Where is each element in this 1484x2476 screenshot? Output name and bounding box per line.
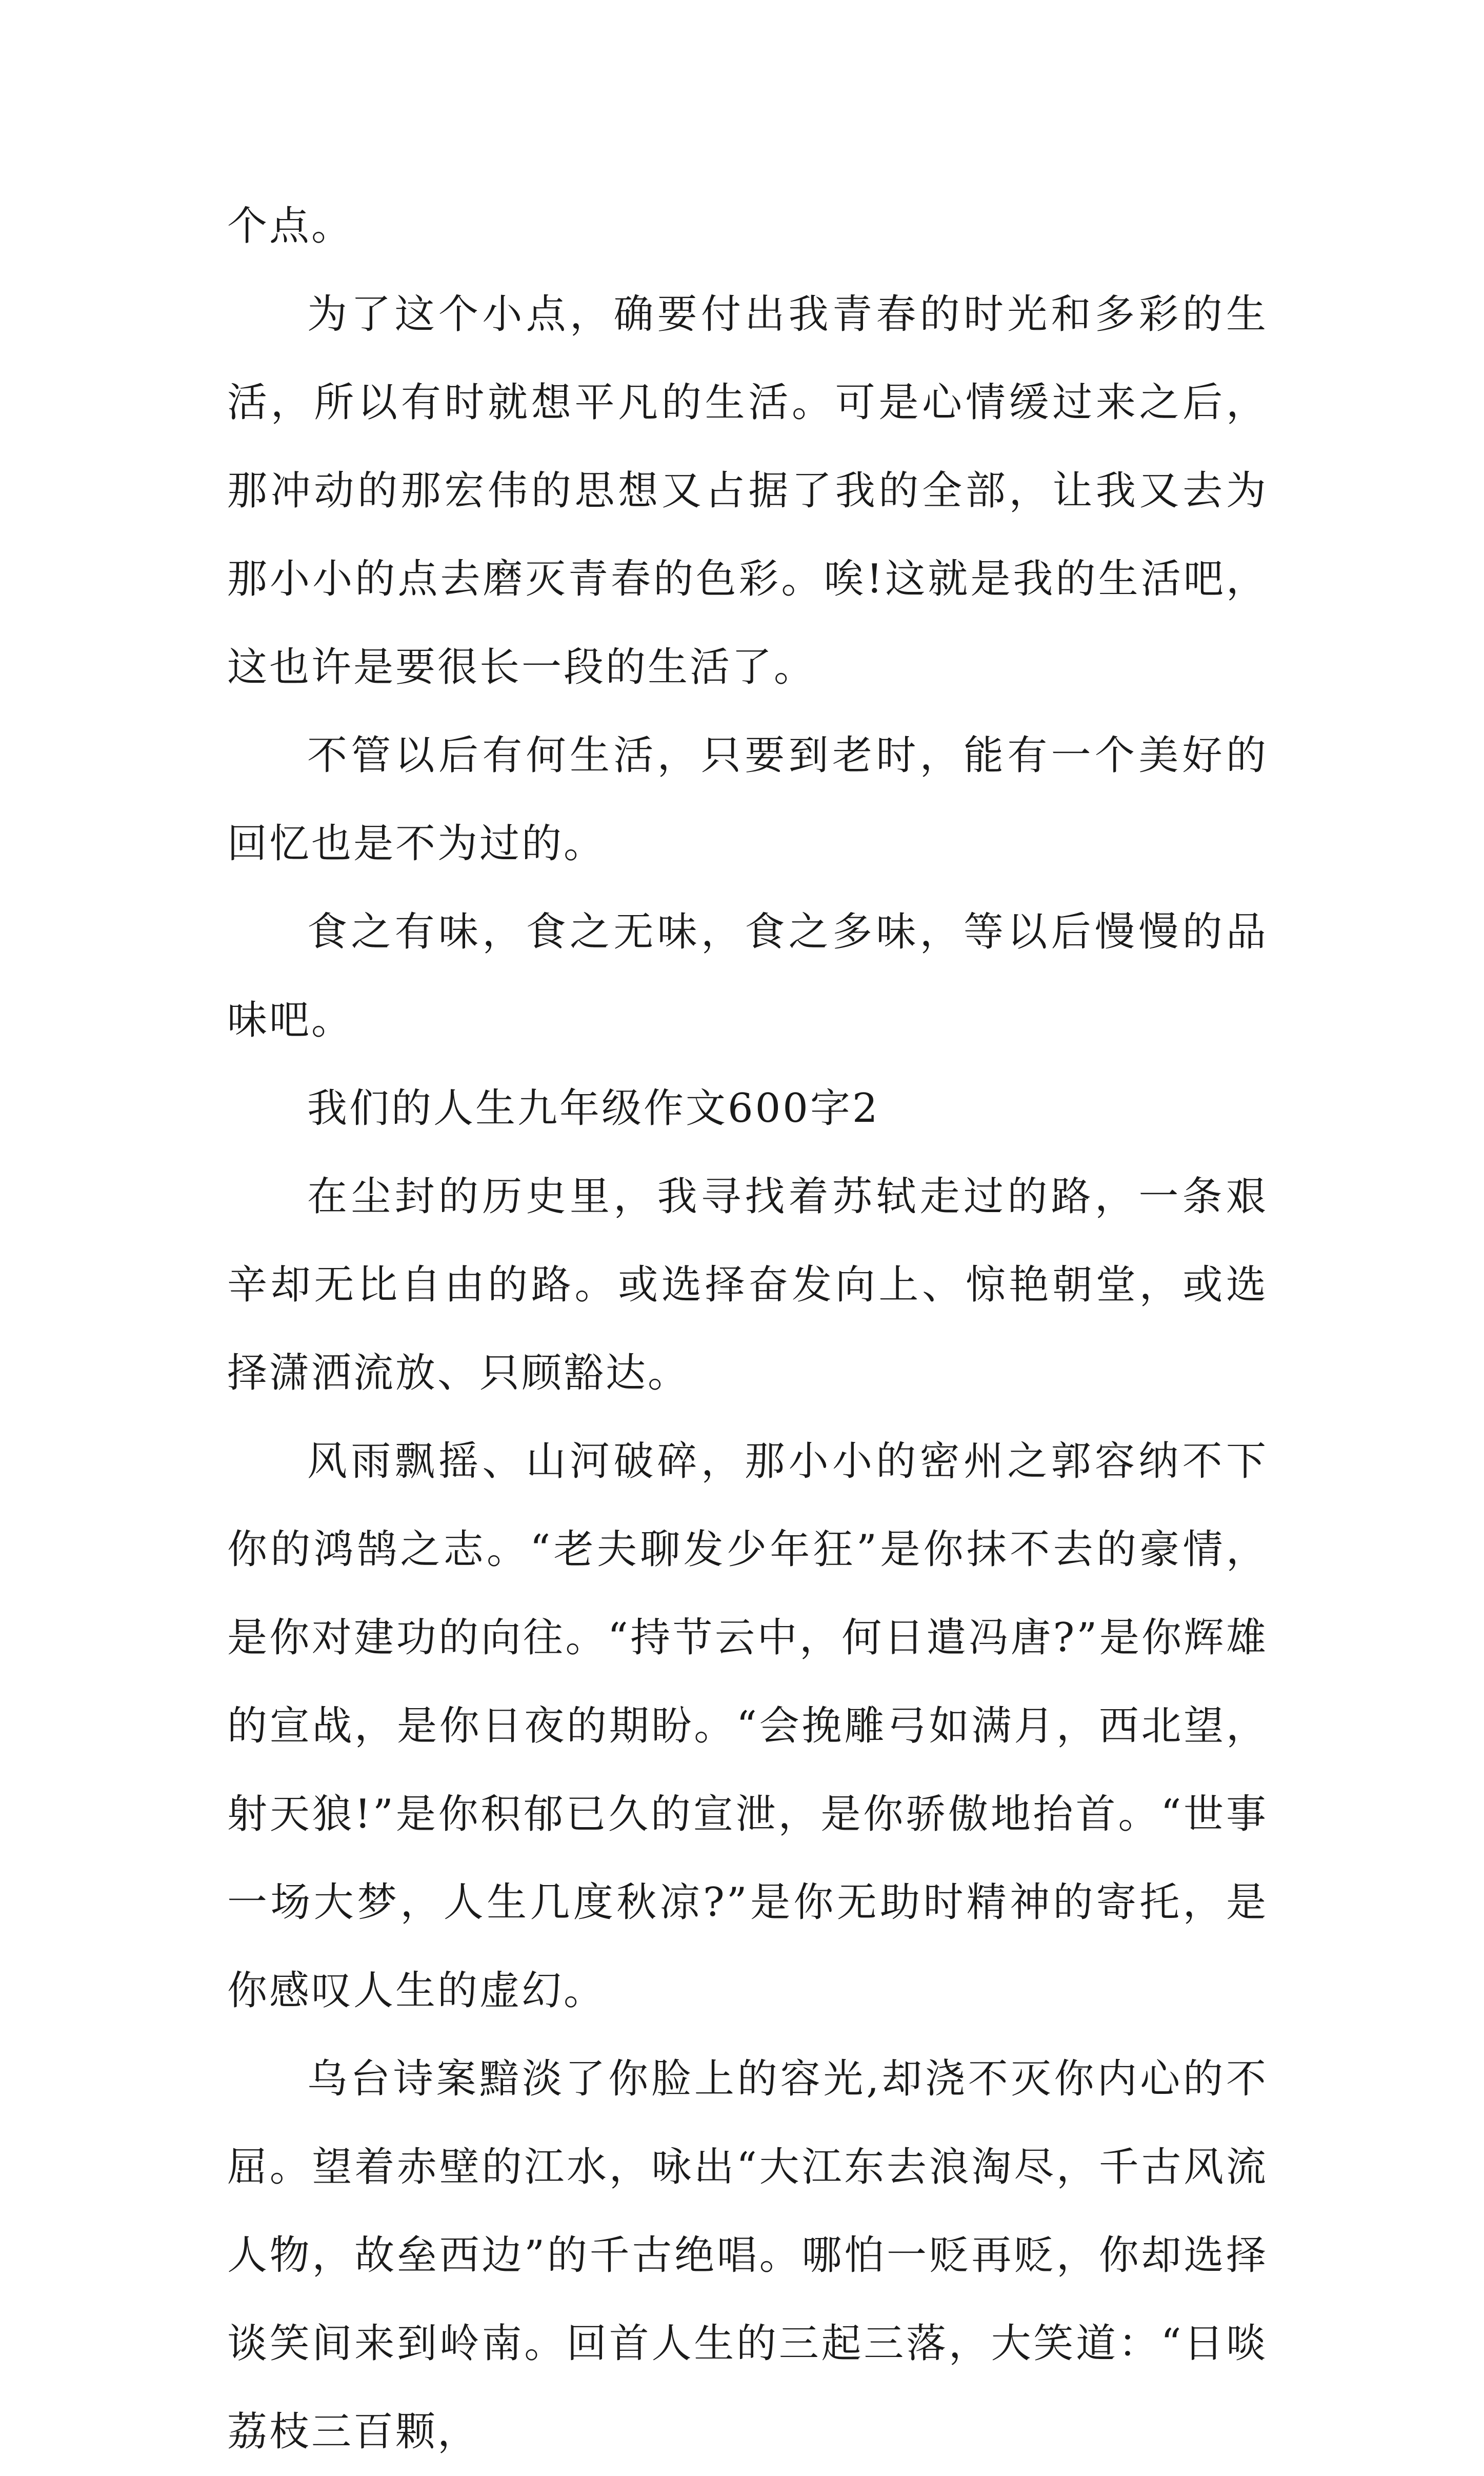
section-heading: 我们的人生九年级作文600字2 <box>307 1085 880 1132</box>
paragraph: 不管以后有何生活，只要到老时，能有一个美好的回忆也是不为过的。 <box>227 732 1268 867</box>
paragraph: 在尘封的历史里，我寻找着苏轼走过的路，一条艰辛却无比自由的路。或选择奋发向上、惊艳朝堂，或选择潇洒流放、只顾豁达。 <box>227 1174 1268 1396</box>
paragraph: 为了这个小点，确要付出我青春的时光和多彩的生活，所以有时就想平凡的生活。可是心情缓过来之后，那冲动的那宏伟的思想又占据了我的全部，让我又去为那小小的点去磨灭青春的色彩。唉!这就是我的生活吧，这也许是要很长一段的生活了。 <box>227 291 1268 690</box>
paragraph: 食之有味，食之无味，食之多味，等以后慢慢的品味吧。 <box>227 909 1268 1043</box>
document-body <box>227 182 1268 2476</box>
paragraph: 乌台诗案黯淡了你脸上的容光,却浇不灭你内心的不屈。望着赤壁的江水，咏出“大江东去浪淘尽，千古风流人物，故垒西边”的千古绝唱。哪怕一贬再贬，你却选择谈笑间来到岭南。回首人生的三起三落，大笑道：“日啖荔枝三百颗， <box>227 2056 1268 2455</box>
paragraph: 风雨飘摇、山河破碎，那小小的密州之郭容纳不下你的鸿鹄之志。“老夫聊发少年狂”是你抹不去的豪情，是你对建功的向往。“持节云中，何日遣冯唐?”是你辉雄的宣战，是你日夜的期盼。“会挽雕弓如满月，西北望，射天狼!”是你积郁已久的宣泄，是你骄傲地抬首。“世事一场大梦，人生几度秋凉?”是你无助时精神的寄托，是你感叹人生的虚幻。 <box>227 1438 1268 2014</box>
paragraph-continuation: 个点。 <box>227 203 354 249</box>
